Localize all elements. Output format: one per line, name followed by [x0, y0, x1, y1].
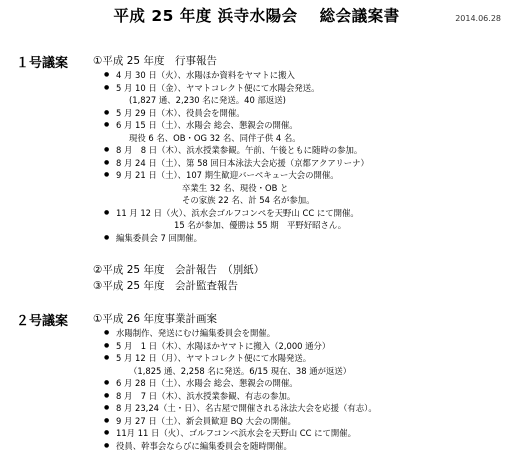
- agenda-2-plan-heading: ①平成 26 年度事業計画案: [93, 313, 217, 325]
- list-item-continuation: 現役 6 名、OB・OG 32 名、同伴子供 4 名。: [129, 132, 301, 143]
- agenda-1-label: １号議案: [16, 56, 69, 71]
- accounting-report-heading: ②平成 25 年度 会計報告 （別紙）: [93, 264, 265, 276]
- list-item-continuation: 15 名が参加、優勝は 55 期 平野好昭さん。: [174, 220, 347, 230]
- list-item: ● 5 月 1 日（木）、水陽ほかヤマトに搬入（2,000 通分）: [104, 340, 377, 353]
- list-item: ● 9 月 21 日（土）、107 期生歓迎バーベキュー大会の開催。: [104, 169, 369, 182]
- business-plan-list: [104, 327, 377, 452]
- list-item: ● 5 月 10 日（金）、ヤマトコレクト便にて水陽会発送。: [104, 82, 369, 95]
- list-item: ● 役員、幹事会ならびに編集委員会を随時開催。: [104, 440, 377, 453]
- list-item: ● 5 月 29 日（木）、役員会を開催。: [104, 107, 369, 120]
- list-item: ● 11月 11 日（火）、ゴルフコンペ浜水会を天野山 CC にて開催。: [104, 427, 377, 440]
- document-title: 平成 25 年度 浜寺水陽会 総会議案書: [113, 7, 400, 25]
- list-item: ● 8 月 7 日（木）、浜水授業参観、有志の参加。: [104, 390, 377, 403]
- list-item: ● 編集委員会 7 回開催。: [104, 232, 369, 245]
- list-item: ● 6 月 28 日（土）、水陽会 総会、懇親会の開催。: [104, 377, 377, 390]
- list-item: ● 8 月 24 日（土）、第 58 回日本泳法大会応援（京都アクアリーナ）: [104, 157, 369, 170]
- list-item: ● 11 月 12 日（火）、浜水会ゴルフコンペを天野山 CC にて開催。: [104, 207, 369, 220]
- list-item: ● 水陽制作、発送にむけ編集委員会を開催。: [104, 327, 377, 340]
- agenda-1-event-report-heading: ①平成 25 年度 行事報告: [93, 55, 217, 67]
- list-item: ● 4 月 30 日（火）、水陽ほか資料をヤマトに搬入: [104, 69, 369, 82]
- event-report-list: [104, 69, 369, 244]
- list-item-continuation: 卒業生 32 名、現役・OB と: [182, 182, 289, 193]
- list-item-continuation: その家族 22 名、計 54 名が参加。: [182, 195, 315, 205]
- list-item: ● 9 月 27 日（土）、新会員歓迎 BQ 大会の開催。: [104, 415, 377, 428]
- document-date: 2014.06.28: [455, 14, 501, 23]
- list-item: ● 8 月 8 日（木）、浜水授業参観。午前、午後ともに随時の参加。: [104, 144, 369, 157]
- list-item: ● 8 月 23,24（土・日）、名古屋で開催される泳法大会を応援（有志）。: [104, 402, 377, 415]
- list-item: ● 5 月 12 日（月）、ヤマトコレクト便にて水陽発送。: [104, 352, 377, 365]
- list-item: ● 6 月 15 日（土）、水陽会 総会、懇親会の開催。: [104, 119, 369, 132]
- list-item-continuation: (1,827 通、2,230 名に発送。40 部返送): [129, 95, 286, 105]
- list-item-continuation: （1,825 通、2,258 名に発送。6/15 現在、38 通が返送）: [129, 365, 352, 376]
- audit-report-heading: ③平成 25 年度 会計監査報告: [93, 280, 238, 292]
- agenda-2-label: ２号議案: [16, 314, 69, 329]
